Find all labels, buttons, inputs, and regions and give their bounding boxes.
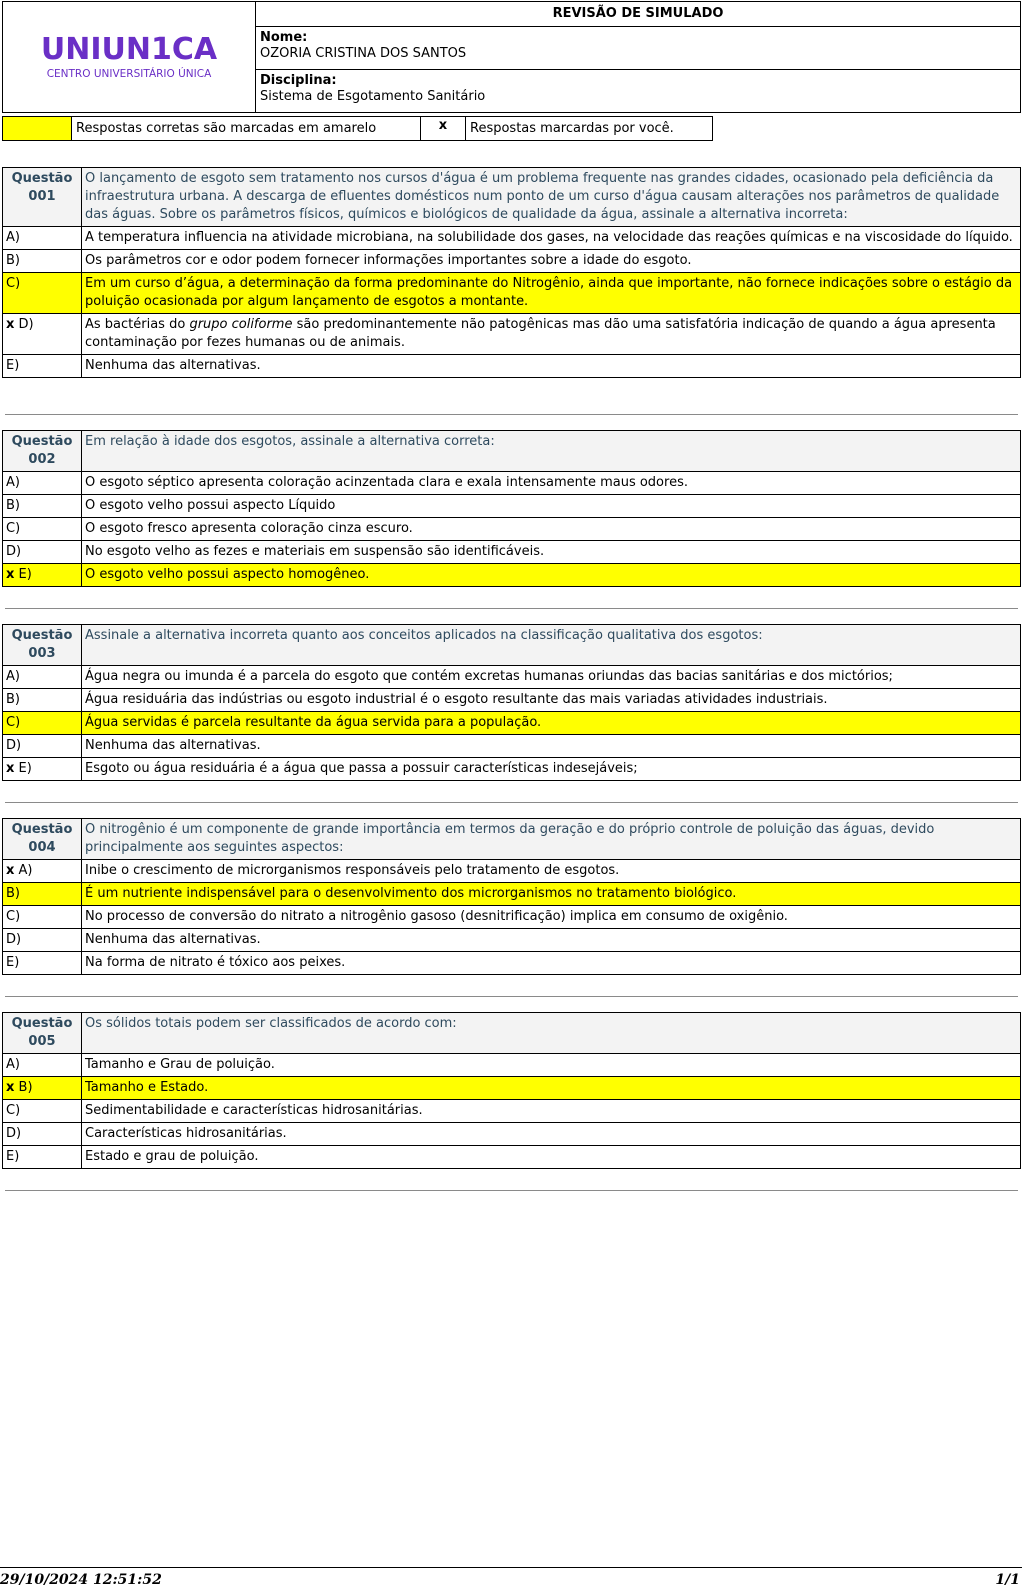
option-letter: B) [18,1080,33,1095]
question-number [3,625,82,666]
option-text: O esgoto velho possui aspecto Líquido [82,495,1021,518]
answer-option-row [3,758,1021,781]
option-letter-cell [3,758,82,781]
answer-option-row [3,666,1021,689]
option-letter-cell [3,227,82,250]
question-separator [5,1190,1018,1191]
option-text: Esgoto ou água residuária é a água que passa a possuir características indesejáveis; [82,758,1021,781]
answer-option-row [3,712,1021,735]
option-letter: B) [6,692,20,707]
answer-option-row [3,952,1021,975]
option-text: Tamanho e Estado. [82,1077,1021,1100]
option-letter: E) [18,567,32,582]
user-mark: x [6,1080,15,1095]
answer-option-row [3,541,1021,564]
discipline-value: Sistema de Esgotamento Sanitário [260,89,486,104]
question-number [3,1013,82,1054]
option-letter: D) [6,932,22,947]
option-letter: A) [6,475,20,490]
footer-datetime: 29/10/2024 12:51:52 [0,1572,162,1588]
answer-option-row [3,250,1021,273]
student-name-field [256,27,1021,70]
option-text-italic: grupo coliforme [189,317,293,332]
question-statement: Em relação à idade dos esgotos, assinale a alternativa correta: [82,431,1021,472]
option-letter: C) [6,521,21,536]
option-letter: C) [6,276,21,291]
discipline-label: Disciplina: [260,73,337,88]
option-letter-cell [3,860,82,883]
question-table [2,818,1021,975]
question-label: Questão [11,822,73,837]
question-block [2,430,1021,587]
option-text: O esgoto fresco apresenta coloração cinza escuro. [82,518,1021,541]
option-text: No processo de conversão do nitrato a nitrogênio gasoso (desnitrificação) implica em consumo de oxigênio. [82,906,1021,929]
option-letter: A) [6,669,20,684]
answer-option-row [3,860,1021,883]
question-statement: Os sólidos totais podem ser classificados de acordo com: [82,1013,1021,1054]
option-text-part: são predominantemente não patogênicas mas dão uma satisfatória indicação de quando a água apresenta contaminação por fezes humanas ou de animais. [85,317,996,350]
option-text [82,314,1021,355]
option-letter-cell [3,1054,82,1077]
correct-color-swatch [2,116,72,141]
question-number-value: 004 [28,840,56,855]
answer-option-row [3,689,1021,712]
option-letter-cell [3,314,82,355]
question-label: Questão [11,171,73,186]
option-letter-cell [3,735,82,758]
option-letter-cell [3,952,82,975]
user-mark: x [6,317,15,332]
answer-option-row [3,495,1021,518]
question-number [3,431,82,472]
legend [2,116,713,141]
footer-divider [0,1567,1022,1568]
option-letter-cell [3,541,82,564]
answer-option-row [3,314,1021,355]
question-table [2,624,1021,781]
user-mark: x [6,567,15,582]
option-text: Os parâmetros cor e odor podem fornecer informações importantes sobre a idade do esgoto. [82,250,1021,273]
answer-option-row [3,1100,1021,1123]
logo-subtitle: CENTRO UNIVERSITÁRIO ÚNICA [46,68,212,80]
option-letter: B) [6,253,20,268]
option-text: A temperatura influencia na atividade microbiana, na solubilidade dos gases, na velocidade das reações químicas e na viscosidade do líquido. [82,227,1021,250]
answer-option-row [3,518,1021,541]
footer-page-number: 1/1 [995,1572,1020,1588]
option-text: Sedimentabilidade e características hidrosanitárias. [82,1100,1021,1123]
question-table [2,430,1021,587]
option-letter-cell [3,495,82,518]
option-letter-cell [3,273,82,314]
question-label: Questão [11,434,73,449]
report-header [2,1,1021,113]
option-letter: A) [18,863,33,878]
option-letter: D) [18,317,34,332]
question-table [2,167,1021,378]
option-letter: B) [6,498,20,513]
option-letter: C) [6,1103,21,1118]
question-separator [5,608,1018,609]
question-block [2,624,1021,781]
answer-option-row [3,735,1021,758]
question-block [2,167,1021,378]
option-letter: C) [6,909,21,924]
answer-option-row [3,1146,1021,1169]
question-header-row [3,819,1021,860]
option-letter: A) [6,1057,20,1072]
question-statement: Assinale a alternativa incorreta quanto aos conceitos aplicados na classificação qualitativa dos esgotos: [82,625,1021,666]
question-header-row [3,1013,1021,1054]
option-letter-cell [3,472,82,495]
option-text: Na forma de nitrato é tóxico aos peixes. [82,952,1021,975]
option-text: Nenhuma das alternativas. [82,355,1021,378]
legend-marked-text: Respostas marcardas por você. [465,116,713,141]
answer-option-row [3,472,1021,495]
legend-correct-text: Respostas corretas são marcadas em amarelo [72,116,421,141]
option-letter: B) [6,886,20,901]
option-letter-cell [3,906,82,929]
question-block [2,818,1021,975]
option-text: Estado e grau de poluição. [82,1146,1021,1169]
question-number-value: 001 [28,189,56,204]
option-text: Em um curso d’água, a determinação da forma predominante do Nitrogênio, ainda que importante, não fornece indicações sobre o estágio da poluição ocasionada por algum lançamento de esgotos a montante. [82,273,1021,314]
option-letter-cell [3,1100,82,1123]
question-number-value: 002 [28,452,56,467]
question-label: Questão [11,628,73,643]
discipline-field [256,70,1021,113]
option-text: No esgoto velho as fezes e materiais em suspensão são identificáveis. [82,541,1021,564]
option-letter: E) [18,761,32,776]
option-letter-cell [3,712,82,735]
option-letter: D) [6,1126,22,1141]
option-text: Nenhuma das alternativas. [82,929,1021,952]
option-text: Água servidas é parcela resultante da água servida para a população. [82,712,1021,735]
legend-mark-symbol: x [421,116,465,141]
option-letter: E) [6,955,20,970]
question-header-row [3,625,1021,666]
option-text: Água negra ou imunda é a parcela do esgoto que contém excretas humanas oriundas das bacias sanitárias e dos mictórios; [82,666,1021,689]
option-letter: D) [6,544,22,559]
question-number [3,168,82,227]
option-text: Inibe o crescimento de microrganismos responsáveis pelo tratamento de esgotos. [82,860,1021,883]
option-letter: C) [6,715,21,730]
question-number [3,819,82,860]
question-number-value: 005 [28,1034,56,1049]
question-block [2,1012,1021,1169]
option-text: O esgoto velho possui aspecto homogêneo. [82,564,1021,587]
question-separator [5,802,1018,803]
answer-option-row [3,355,1021,378]
option-text: Características hidrosanitárias. [82,1123,1021,1146]
option-text: É um nutriente indispensável para o desenvolvimento dos microrganismos no tratamento biológico. [82,883,1021,906]
page-title: REVISÃO DE SIMULADO [256,1,1021,27]
question-number-value: 003 [28,646,56,661]
question-statement: O nitrogênio é um componente de grande importância em termos da geração e do próprio controle de poluição das águas, devido principalmente aos seguintes aspectos: [82,819,1021,860]
user-mark: x [6,863,15,878]
option-letter: D) [6,738,22,753]
answer-option-row [3,883,1021,906]
question-label: Questão [11,1016,73,1031]
logo-wordmark: UNIUN1CA [40,32,218,67]
option-letter-cell [3,883,82,906]
option-text: Tamanho e Grau de poluição. [82,1054,1021,1077]
option-text: O esgoto séptico apresenta coloração acinzentada clara e exala intensamente maus odores. [82,472,1021,495]
option-letter-cell [3,1123,82,1146]
option-letter-cell [3,355,82,378]
question-separator [5,414,1018,415]
option-letter: E) [6,1149,20,1164]
answer-option-row [3,564,1021,587]
answer-option-row [3,227,1021,250]
option-letter: E) [6,358,20,373]
answer-option-row [3,1054,1021,1077]
question-table [2,1012,1021,1169]
option-text: Água residuária das indústrias ou esgoto industrial é o esgoto resultante das mais variadas atividades industriais. [82,689,1021,712]
option-letter-cell [3,1146,82,1169]
name-value: OZORIA CRISTINA DOS SANTOS [260,46,467,61]
answer-option-row [3,906,1021,929]
user-mark: x [6,761,15,776]
answer-option-row [3,929,1021,952]
option-letter-cell [3,1077,82,1100]
question-header-row [3,431,1021,472]
option-letter-cell [3,518,82,541]
option-letter-cell [3,666,82,689]
option-text: Nenhuma das alternativas. [82,735,1021,758]
option-letter: A) [6,230,20,245]
option-letter-cell [3,564,82,587]
question-header-row [3,168,1021,227]
option-letter-cell [3,689,82,712]
question-separator [5,996,1018,997]
option-text-part: As bactérias do [85,317,190,332]
question-statement: O lançamento de esgoto sem tratamento nos cursos d'água é um problema frequente nas grandes cidades, ocasionado pela deficiência da infraestrutura urbana. A descarga de efluentes domésticos num ponto de um curso d'água causam alterações nos parâmetros de qualidade das águas. Sobre os parâmetros físicos, químicos e biológicos de qualidade da água, assinale a alternativa incorreta: [82,168,1021,227]
answer-option-row [3,1077,1021,1100]
answer-option-row [3,273,1021,314]
answer-option-row [3,1123,1021,1146]
name-label: Nome: [260,30,308,45]
university-logo [2,1,256,113]
option-letter-cell [3,250,82,273]
option-letter-cell [3,929,82,952]
